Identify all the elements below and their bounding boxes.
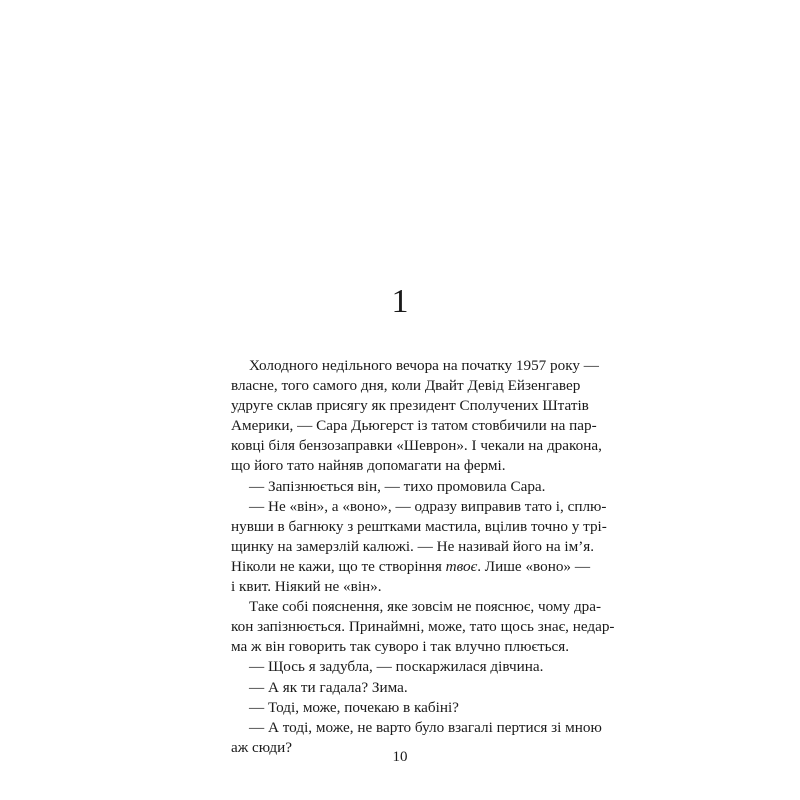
body-text (231, 356, 615, 758)
text-line: Таке собі пояснення, яке зовсім не пояснює, чому дра- (249, 598, 602, 616)
text-line: нувши в багнюку з рештками мастила, вцілив точно у трі- (231, 517, 607, 535)
text-line: ма ж він говорить так суворо і так влучно плюється. (231, 638, 570, 656)
text-line: — А тоді, може, не варто було взагалі пертися зі мною (249, 718, 602, 736)
text-line: власне, того самого дня, коли Двайт Девід Ейзенгавер (231, 377, 581, 395)
text-line: — А як ти гадала? Зима. (249, 678, 408, 696)
text-line: аж сюди? (231, 738, 292, 756)
emphasized-word: твоє (445, 557, 478, 575)
text-line: — Запізнюється він, — тихо промовила Сара. (249, 477, 546, 495)
text-fragment: . Лише «воно» — (477, 557, 591, 575)
text-line: — Тоді, може, почекаю в кабіні? (249, 698, 459, 716)
text-line: — Не «він», а «воно», — одразу виправив тато і, сплю- (249, 497, 607, 515)
page-number: 10 (392, 749, 408, 765)
text-line (231, 557, 591, 577)
text-line: удруге склав присягу як президент Сполучених Штатів (231, 397, 589, 415)
text-line: Холодного недільного вечора на початку 1957 року — (249, 357, 599, 374)
text-line: — Щось я задубла, — поскаржилася дівчина. (249, 658, 544, 676)
text-line: щинку на замерзлій калюжі. — Не називай його на ім’я. (231, 537, 595, 555)
text-line: кон запізнюється. Принаймні, може, тато щось знає, недар- (231, 618, 615, 636)
text-line: і квит. Ніякий не «він». (231, 578, 382, 596)
chapter-number: 1 (391, 283, 409, 320)
text-line: ковці біля бензозаправки «Шеврон». І чекали на дракона, (231, 437, 602, 455)
text-fragment: Ніколи не кажи, що те створіння (231, 557, 446, 575)
text-line: що його тато найняв допомагати на фермі. (231, 457, 506, 475)
text-line: Америки, — Сара Дьюгерст із татом стовбичили на пар- (231, 417, 597, 435)
